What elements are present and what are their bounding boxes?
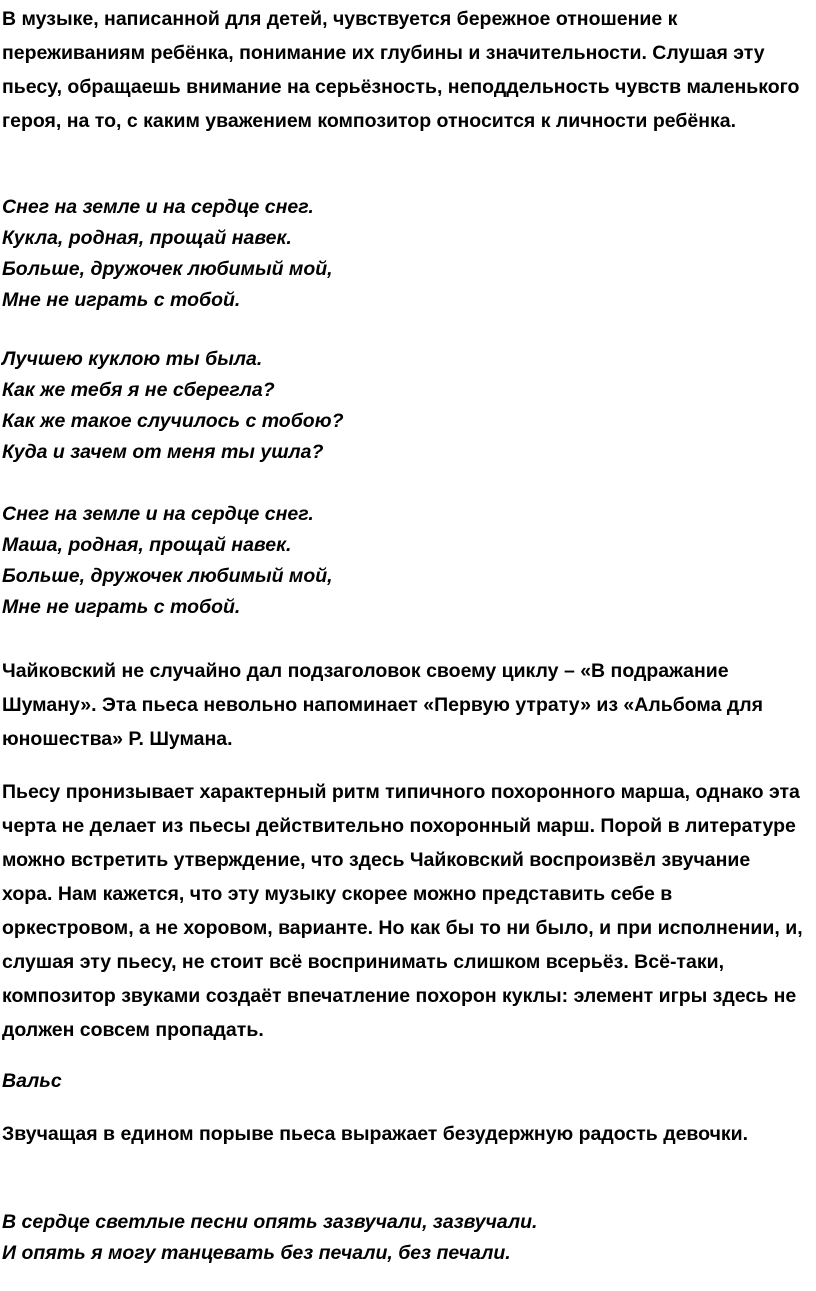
waltz-heading: Вальс xyxy=(2,1070,62,1092)
verse-line: Кукла, родная, прощай навек. xyxy=(2,227,292,249)
verse-line: Куда и зачем от меня ты ушла? xyxy=(2,441,324,463)
march-paragraph: Пьесу пронизывает характерный ритм типичного похоронного марша, однако эта черта не делает из пьесы действительно похоронный марш. Порой в литературе можно встретить утверждение, что здесь Чайковский воспроизвёл звучание хора. Нам кажется, что эту музыку скорее можно представить себе в оркестровом, а не хоровом, варианте. Но как бы то ни было, и при исполнении, и, слушая эту пьесу, не стоит всё воспринимать слишком всерьёз. Всё-таки, композитор звуками создаёт впечатление похорон куклы: элемент игры здесь не должен совсем пропадать. xyxy=(2,781,803,1041)
schumann-paragraph: Чайковский не случайно дал подзаголовок своему циклу – «В подражание Шуману». Эта пьеса невольно напоминает «Первую утрату» из «Альбома для юношества» Р. Шумана. xyxy=(2,660,764,750)
intro-paragraph: В музыке, написанной для детей, чувствуется бережное отношение к переживаниям ребёнка, понимание их глубины и значительности. Слушая эту пьесу, обращаешь внимание на серьёзность, неподдельность чувств маленького героя, на то, с каким уважением композитор относится к личности ребёнка. xyxy=(2,8,800,132)
verse-line: Снег на земле и на сердце снег. xyxy=(2,503,314,525)
verse-line: Лучшею куклою ты была. xyxy=(2,348,263,370)
verse-line: Снег на земле и на сердце снег. xyxy=(2,196,314,218)
verse-line: Мне не играть с тобой. xyxy=(2,289,241,311)
verse-stanza-3 xyxy=(2,499,333,623)
verse-line: И опять я могу танцевать без печали, без печали. xyxy=(2,1242,511,1264)
verse-line: Мне не играть с тобой. xyxy=(2,596,241,618)
waltz-paragraph: Звучащая в едином порыве пьеса выражает безудержную радость девочки. xyxy=(2,1123,749,1145)
verse-line: Больше, дружочек любимый мой, xyxy=(2,258,333,280)
verse-line: Маша, родная, прощай навек. xyxy=(2,534,292,556)
verse-stanza-4 xyxy=(2,1207,537,1269)
verse-stanza-1 xyxy=(2,192,333,316)
verse-line: В сердце светлые песни опять зазвучали, зазвучали. xyxy=(2,1211,538,1233)
verse-line: Больше, дружочек любимый мой, xyxy=(2,565,333,587)
verse-stanza-2 xyxy=(2,344,343,468)
verse-line: Как же такое случилось с тобою? xyxy=(2,410,344,432)
verse-line: Как же тебя я не сберегла? xyxy=(2,379,275,401)
